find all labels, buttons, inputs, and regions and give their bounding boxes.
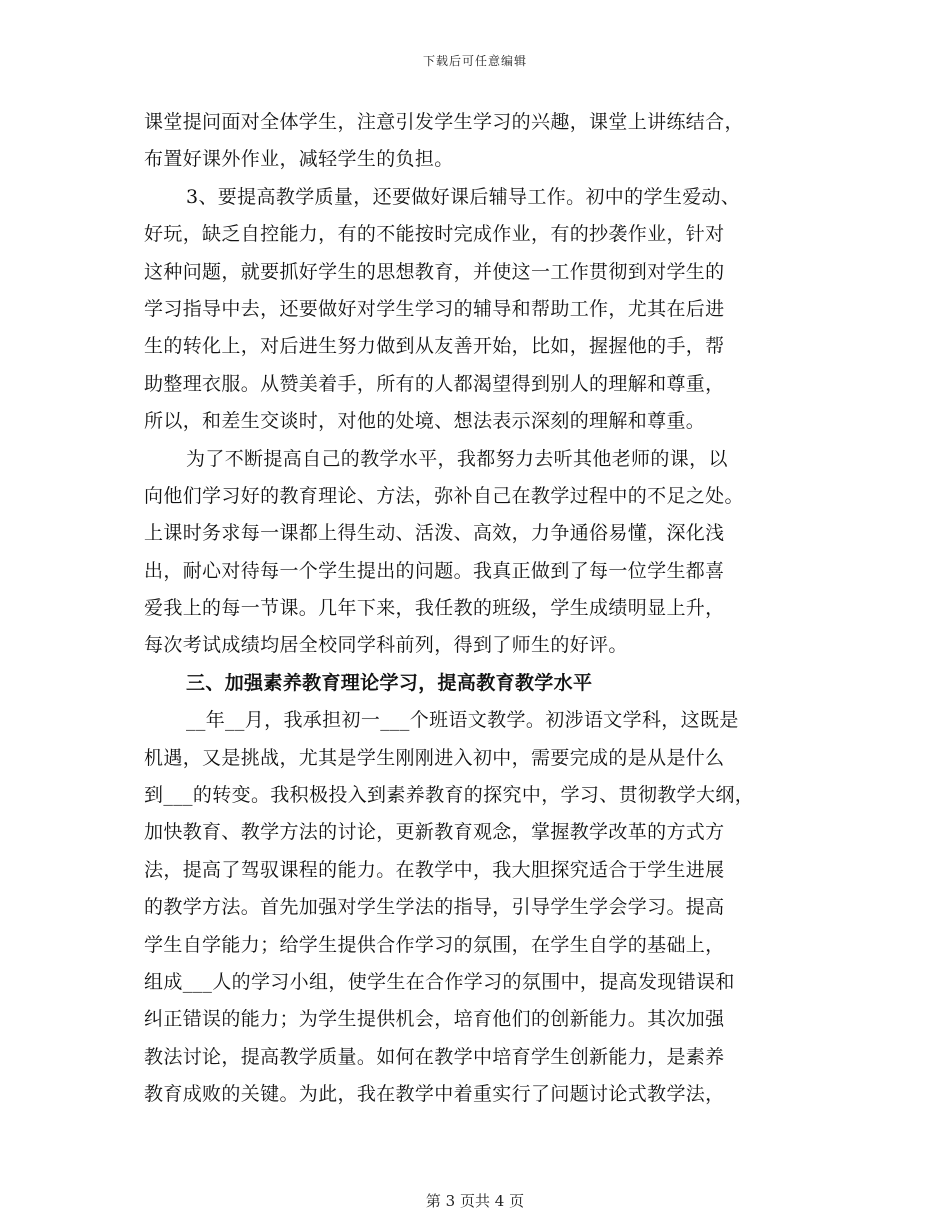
text-line: 组成___人的学习小组，使学生在合作学习的氛围中，提高发现错误和 xyxy=(144,970,735,993)
text-line: 所以，和差生交谈时，对他的处境、想法表示深刻的理解和尊重。 xyxy=(144,410,706,433)
text-line: 上课时务求每一课都上得生动、活泼、高效，力争通俗易懂，深化浅 xyxy=(144,522,725,545)
text-line: 机遇，又是挑战，尤其是学生刚刚进入初中，需要完成的是从是什么 xyxy=(144,746,725,769)
text-line: 助整理衣服。从赞美着手，所有的人都渴望得到别人的理解和尊重， xyxy=(144,372,725,395)
text-line: 每次考试成绩均居全校同学科前列，得到了师生的好评。 xyxy=(144,634,628,657)
text-line: 法，提高了驾驭课程的能力。在教学中，我大胆探究适合于学生进展 xyxy=(144,858,725,881)
text-line: 向他们学习好的教育理论、方法，弥补自己在教学过程中的不足之处。 xyxy=(144,484,744,507)
page-header: 下载后可任意编辑 xyxy=(422,54,527,68)
text-line: 布置好课外作业，减轻学生的负担。 xyxy=(144,148,454,171)
text-line: 纠正错误的能力；为学生提供机会，培育他们的创新能力。其次加强 xyxy=(144,1008,725,1031)
text-line: 爱我上的每一节课。几年下来，我任教的班级，学生成绩明显上升， xyxy=(144,597,725,620)
text-line: 教育成败的关键。为此，我在教学中着重实行了问题讨论式教学法， xyxy=(144,1083,725,1106)
text-line: 好玩，缺乏自控能力，有的不能按时完成作业，有的抄袭作业，针对 xyxy=(144,223,725,246)
document-body xyxy=(144,104,814,1114)
text-line: 学习指导中去，还要做好对学生学习的辅导和帮助工作，尤其在后进 xyxy=(144,297,725,320)
paragraph-start: __年__月，我承担初一___个班语文教学。初涉语文学科，这既是 xyxy=(186,709,739,732)
text-line: 教法讨论，提高教学质量。如何在教学中培育学生创新能力，是素养 xyxy=(144,1045,725,1068)
text-line: 加快教育、教学方法的讨论，更新教育观念，掌握教学改革的方式方 xyxy=(144,821,725,844)
section-heading: 三、加强素养教育理论学习，提高教育教学水平 xyxy=(186,671,593,694)
text-line: 的教学方法。首先加强对学生学法的指导，引导学生学会学习。提高 xyxy=(144,896,725,919)
paragraph-start: 为了不断提高自己的教学水平，我都努力去听其他老师的课，以 xyxy=(186,447,728,470)
paragraph-start: 3、要提高教学质量，还要做好课后辅导工作。初中的学生爱动、 xyxy=(186,185,741,208)
text-line: 学生自学能力；给学生提供合作学习的氛围，在学生自学的基础上， xyxy=(144,933,725,956)
text-line: 出，耐心对待每一个学生提出的问题。我真正做到了每一位学生都喜 xyxy=(144,559,725,582)
text-line: 生的转化上，对后进生努力做到从友善开始，比如，握握他的手，帮 xyxy=(144,335,725,358)
text-line: 到___的转变。我积极投入到素养教育的探究中，学习、贯彻教学大纲， xyxy=(144,784,755,807)
text-line: 这种问题，就要抓好学生的思想教育，并使这一工作贯彻到对学生的 xyxy=(144,260,725,283)
text-line: 课堂提问面对全体学生，注意引发学生学习的兴趣，课堂上讲练结合， xyxy=(144,111,744,133)
page-footer: 第 3 页共 4 页 xyxy=(425,1192,525,1210)
